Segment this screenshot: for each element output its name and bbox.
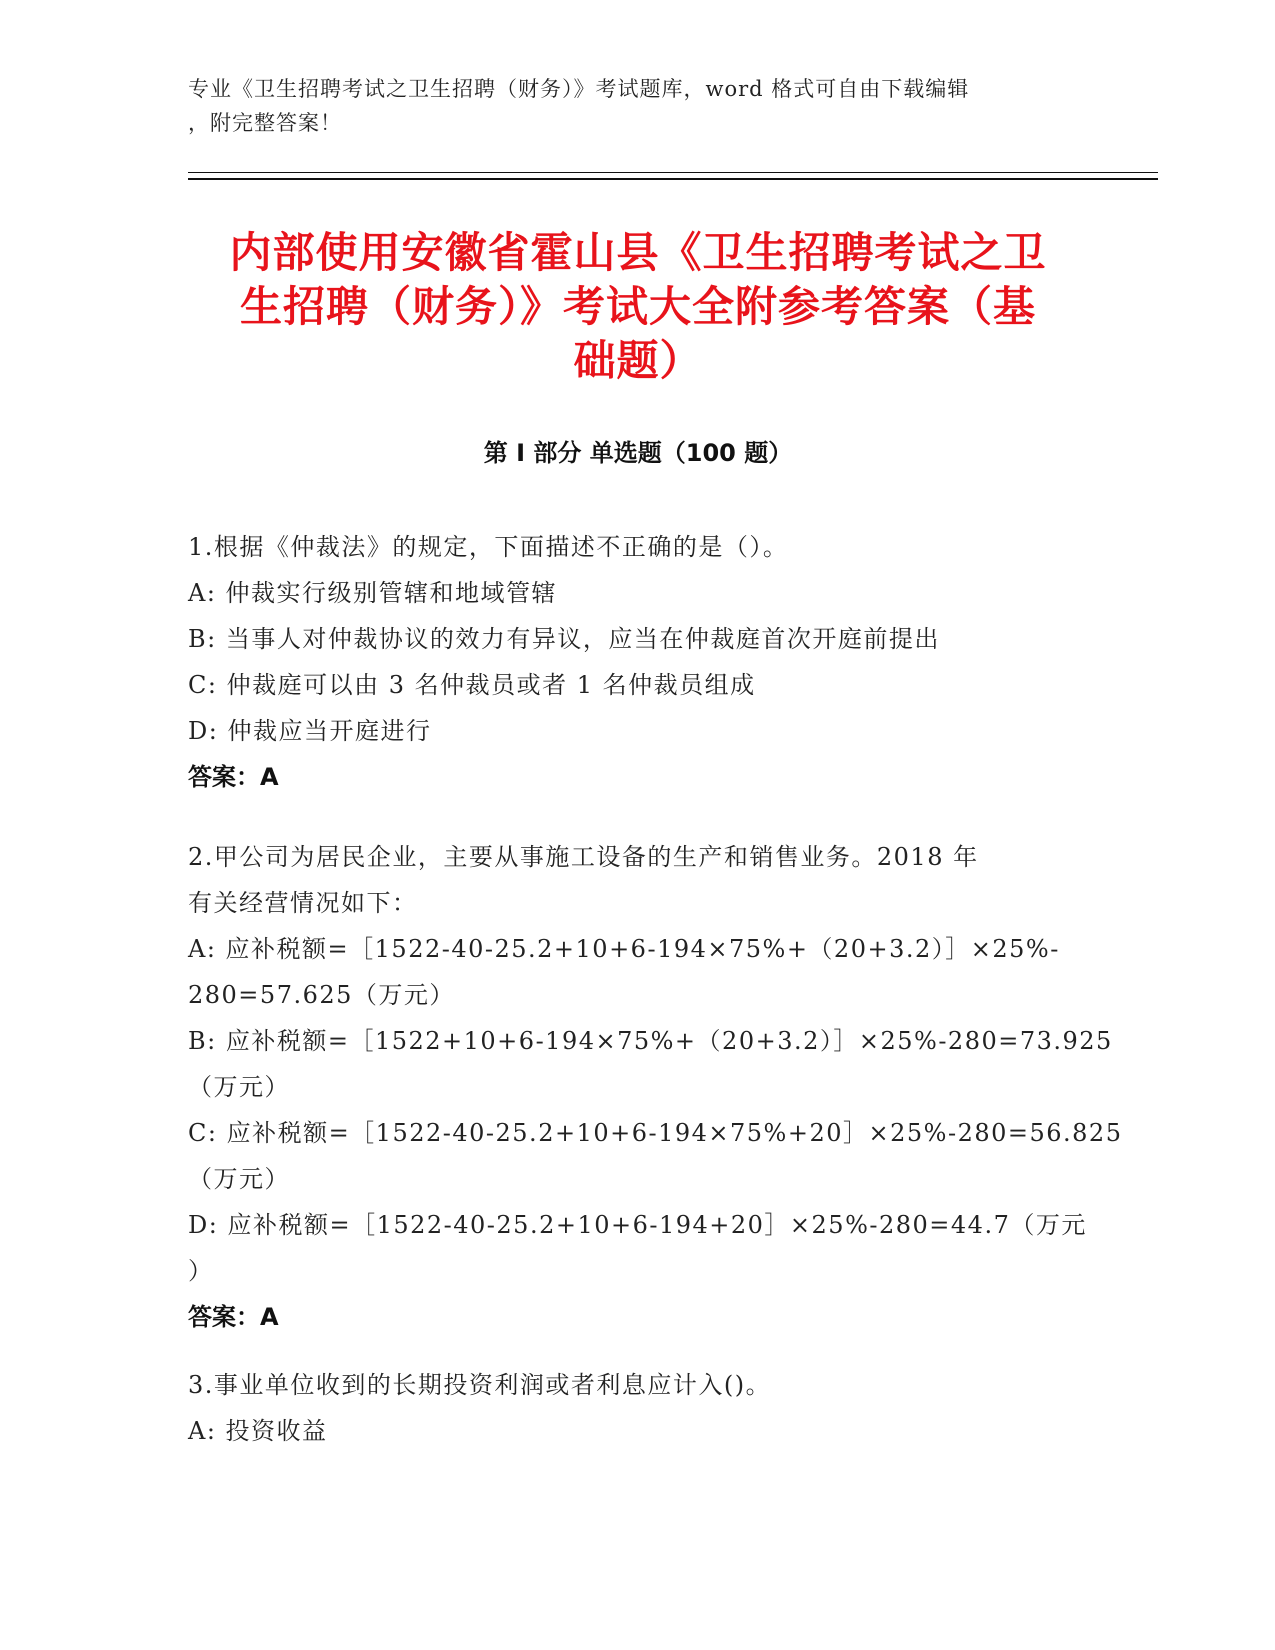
question-stem: 3.事业单位收到的长期投资利润或者利息应计入()。 <box>188 1371 772 1399</box>
option-a: A: 投资收益 <box>188 1417 328 1445</box>
option-d-line-1: D: 应补税额=［1522-40-25.2+10+6-194+20］×25%-280=44.7（万元 <box>188 1211 1087 1239</box>
question-2 <box>188 834 1123 1340</box>
title-line-1: 内部使用安徽省霍山县《卫生招聘考试之卫 <box>229 228 1047 277</box>
header-note-line-1: 专业《卫生招聘考试之卫生招聘（财务）》考试题库，word 格式可自由下载编辑 <box>188 77 970 101</box>
header-note <box>188 72 1088 140</box>
title-line-2: 生招聘（财务）》考试大全附参考答案（基 <box>239 282 1036 331</box>
option-c: C: 仲裁庭可以由 3 名仲裁员或者 1 名仲裁员组成 <box>188 671 756 699</box>
section-heading: 第 I 部分 单选题（100 题） <box>483 439 793 467</box>
option-d: D: 仲裁应当开庭进行 <box>188 717 432 745</box>
question-3 <box>188 1362 1088 1454</box>
option-a: A: 仲裁实行级别管辖和地域管辖 <box>188 579 558 607</box>
option-b-line-1: B: 应补税额=［1522+10+6-194×75%+（20+3.2）］×25%-280=73.925 <box>188 1027 1113 1055</box>
option-c-line-2: （万元） <box>188 1165 290 1193</box>
option-b: B: 当事人对仲裁协议的效力有异议，应当在仲裁庭首次开庭前提出 <box>188 625 940 653</box>
option-a-line-2: 280=57.625（万元） <box>188 981 455 1009</box>
option-a-line-1: A: 应补税额=［1522-40-25.2+10+6-194×75%+（20+3.2）］×25%- <box>188 935 1060 963</box>
header-note-line-2: ，附完整答案！ <box>188 111 342 135</box>
option-d-line-2: ） <box>188 1257 214 1285</box>
question-stem: 1.根据《仲裁法》的规定，下面描述不正确的是（）。 <box>188 533 789 561</box>
question-stem-line-2: 有关经营情况如下： <box>188 889 418 917</box>
header-divider-thick <box>188 178 1158 180</box>
question-stem-line-1: 2.甲公司为居民企业，主要从事施工设备的生产和销售业务。2018 年 <box>188 843 979 871</box>
option-c-line-1: C: 应补税额=［1522-40-25.2+10+6-194×75%+20］×25%-280=56.825 <box>188 1119 1123 1147</box>
option-b-line-2: （万元） <box>188 1073 290 1101</box>
header-divider-thin <box>188 172 1158 173</box>
question-1 <box>188 524 1088 800</box>
title-line-3: 础题） <box>573 336 703 385</box>
document-title <box>188 226 1088 388</box>
answer-label: 答案：A <box>188 763 279 791</box>
answer-label: 答案：A <box>188 1303 279 1331</box>
